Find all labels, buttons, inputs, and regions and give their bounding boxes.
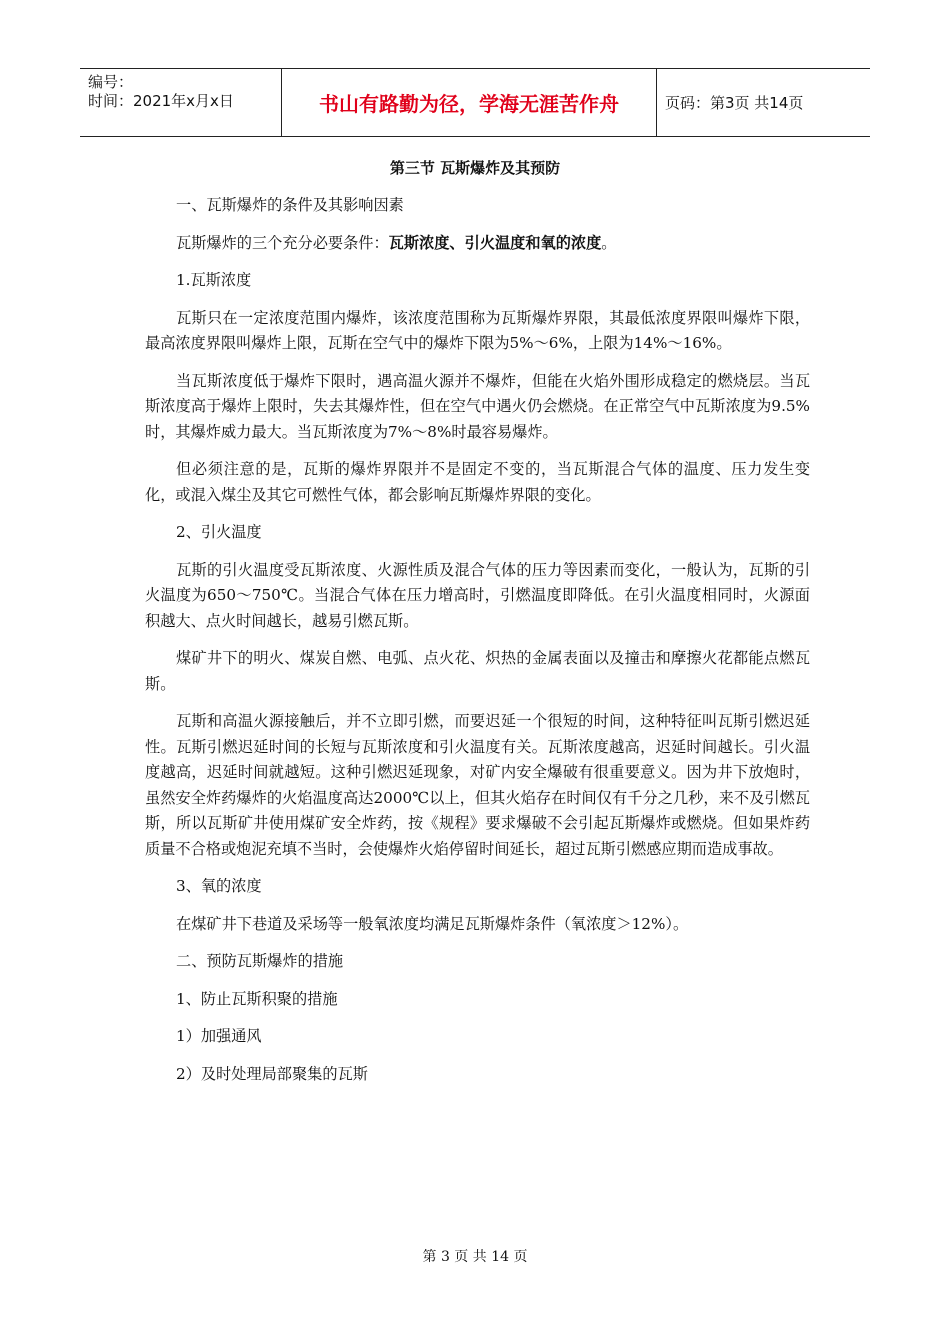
- section-title: 第三节 瓦斯爆炸及其预防: [389, 159, 561, 177]
- item-local-gas: 2）及时处理局部聚集的瓦斯: [176, 1064, 368, 1083]
- conditions-prefix: 瓦斯爆炸的三个充分必要条件：: [176, 233, 389, 252]
- subheading-ignition-temp: 2、引火温度: [176, 523, 262, 541]
- document-body: [145, 193, 810, 1099]
- header-meta: [80, 69, 282, 136]
- paragraph-limit-variation: 但必须注意的是，瓦斯的爆炸界限并不是固定不变的，当瓦斯混合气体的温度、压力发生变化，或混入煤尘及其它可燃性气体，都会影响瓦斯爆炸界限的变化。: [145, 460, 810, 504]
- header-page-info: 页码：第3页 共14页: [665, 94, 804, 112]
- paragraph-conditions: [145, 231, 810, 257]
- paragraph-oxygen: 在煤矿井下巷道及采场等一般氧浓度均满足瓦斯爆炸条件（氧浓度＞12%）。: [176, 914, 689, 933]
- paragraph-ignition-temp: 瓦斯的引火温度受瓦斯浓度、火源性质及混合气体的压力等因素而变化，一般认为，瓦斯的引火温度为650～750℃。当混合气体在压力增高时，引燃温度即降低。在引火温度相同时，火源面积越大、点火时间越长，越易引燃瓦斯。: [145, 560, 810, 630]
- heading-2: 二、预防瓦斯爆炸的措施: [176, 952, 344, 970]
- document-date: 时间：2021年x月x日: [88, 92, 234, 110]
- conditions-bold: 瓦斯浓度、引火温度和氧的浓度: [388, 233, 602, 252]
- paragraph-ignition-sources: 煤矿井下的明火、煤炭自燃、电弧、点火花、炽热的金属表面以及撞击和摩擦火花都能点燃瓦斯。: [145, 649, 810, 693]
- heading-1: 一、瓦斯爆炸的条件及其影响因素: [176, 196, 404, 214]
- page-footer: 第 3 页 共 14 页: [422, 1249, 528, 1265]
- header-motto: 书山有路勤为径，学海无涯苦作舟: [282, 69, 657, 136]
- paragraph-below-limit: 当瓦斯浓度低于爆炸下限时，遇高温火源并不爆炸，但能在火焰外围形成稳定的燃烧层。当瓦斯浓度高于爆炸上限时，失去其爆炸性，但在空气中遇火仍会燃烧。在正常空气中瓦斯浓度为9.5%时，其爆炸威力最大。当瓦斯浓度为7%～8%时最容易爆炸。: [145, 371, 810, 441]
- subheading-prevent-accumulation: 1、防止瓦斯积聚的措施: [176, 989, 338, 1008]
- item-ventilation: 1）加强通风: [176, 1027, 262, 1045]
- page-header: [80, 68, 870, 137]
- subheading-oxygen: 3、氧的浓度: [176, 877, 262, 895]
- document-number-label: 编号：: [88, 73, 134, 91]
- subheading-gas-concentration: 1.瓦斯浓度: [176, 271, 252, 289]
- paragraph-explosion-limits: 瓦斯只在一定浓度范围内爆炸，该浓度范围称为瓦斯爆炸界限，其最低浓度界限叫爆炸下限，最高浓度界限叫爆炸上限，瓦斯在空气中的爆炸下限为5%～6%，上限为14%～16%。: [145, 308, 810, 352]
- paragraph-ignition-delay: 瓦斯和高温火源接触后，并不立即引燃，而要迟延一个很短的时间，这种特征叫瓦斯引燃迟延性。瓦斯引燃迟延时间的长短与瓦斯浓度和引火温度有关。瓦斯浓度越高，迟延时间越长。引火温度越高，迟延时间就越短。这种引燃迟延现象，对矿内安全爆破有很重要意义。因为井下放炮时，虽然安全炸药爆炸的火焰温度高达2000℃以上，但其火焰存在时间仅有千分之几秒，来不及引燃瓦斯，所以瓦斯矿井使用煤矿安全炸药，按《规程》要求爆破不会引起瓦斯爆炸或燃烧。但如果炸药质量不合格或炮泥充填不当时，会使爆炸火焰停留时间延长，超过瓦斯引燃感应期而造成事故。: [145, 712, 810, 858]
- conditions-suffix: 。: [601, 233, 617, 252]
